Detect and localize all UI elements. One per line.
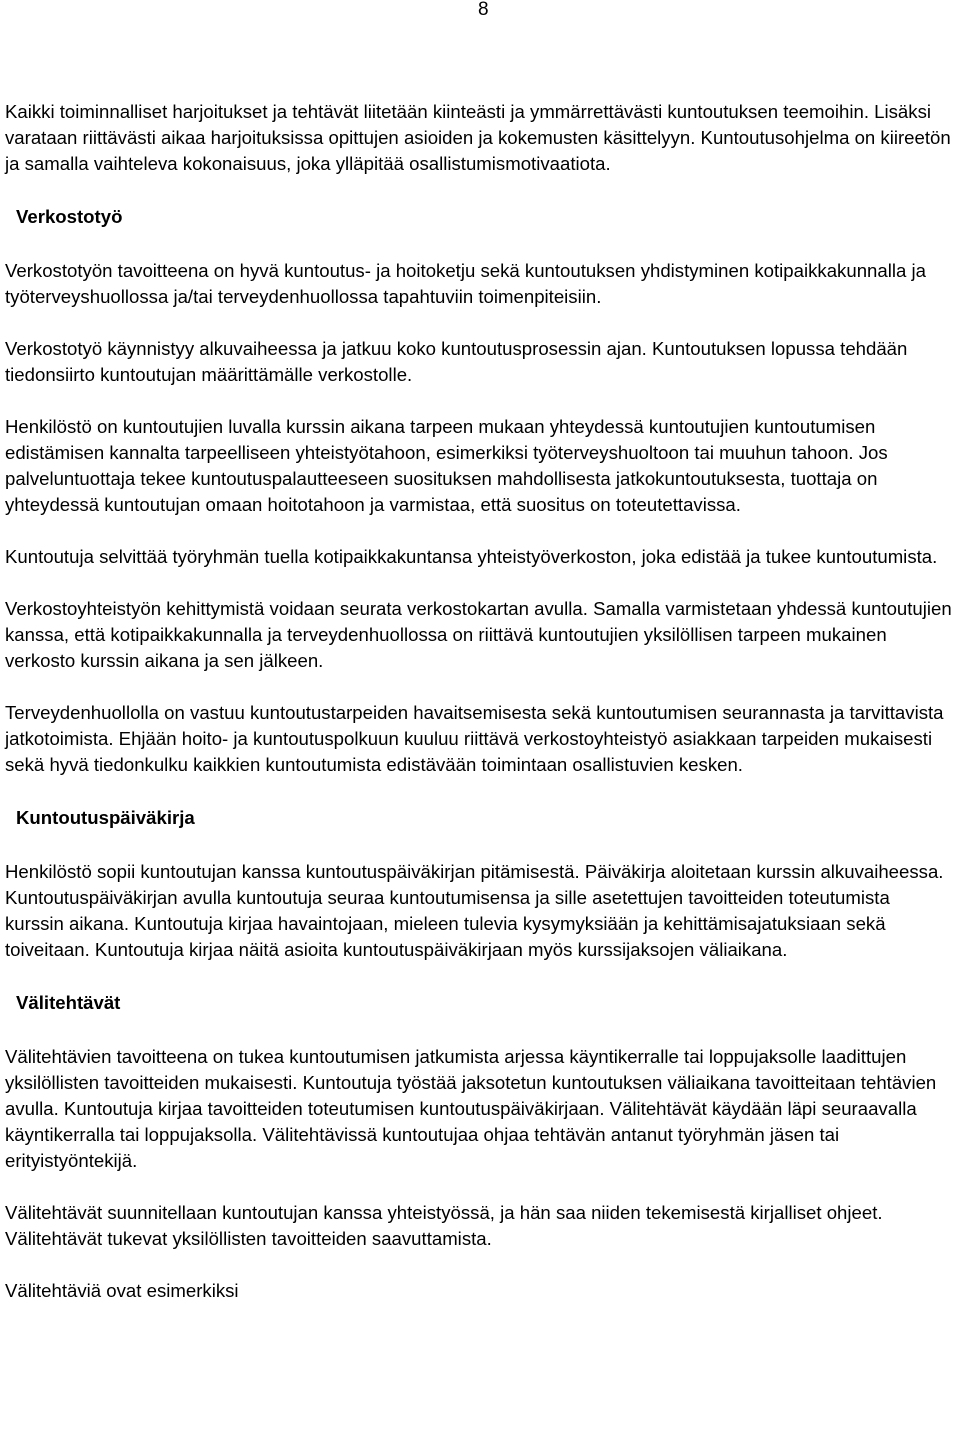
verkostotyo-paragraph-1: Verkostotyön tavoitteena on hyvä kuntoutus- ja hoitoketju sekä kuntoutuksen yhdistyminen kotipaikkakunnalla ja työterveyshuollossa ja/tai terveydenhuollossa tapahtuviin toimenpiteisiin. bbox=[5, 260, 926, 307]
section-heading-verkostotyo: Verkostotyö bbox=[16, 206, 123, 227]
verkostotyo-paragraph-3: Henkilöstö on kuntoutujien luvalla kurssin aikana tarpeen mukaan yhteydessä kuntoutujien kuntoutumisen edistämisen kannalta tarpeelliseen yhteistyötahoon, esimerkiksi työterveyshuoltoon tai muuhun tahoon. Jos palveluntuottaja tekee kuntoutuspalautteeseen suosituksen mahdollisesta jatkokuntoutuksesta, tuottaja on yhteydessä kuntoutujan omaan hoitotahoon ja varmistaa, että suositus on toteutettavissa. bbox=[5, 416, 888, 515]
valitehtavat-paragraph-3: Välitehtäviä ovat esimerkiksi bbox=[5, 1280, 239, 1301]
verkostotyo-paragraph-4: Kuntoutuja selvittää työryhmän tuella kotipaikkakuntansa yhteistyöverkoston, joka edistää ja tukee kuntoutumista. bbox=[5, 546, 938, 567]
verkostotyo-paragraph-6: Terveydenhuollolla on vastuu kuntoutustarpeiden havaitsemisesta sekä kuntoutumisen seurannasta ja tarvittavista jatkotoimista. Ehjään hoito- ja kuntoutuspolkuun kuuluu riittävä verkostoyhteistyö asiakkaan tarpeiden mukaisesti sekä hyvä tiedonkulku kaikkien kuntoutumista edistävään toimintaan osallistuvien kesken. bbox=[5, 702, 944, 775]
section-heading-kuntoutuspaivakirja: Kuntoutuspäiväkirja bbox=[16, 807, 195, 828]
verkostotyo-paragraph-5: Verkostoyhteistyön kehittymistä voidaan seurata verkostokartan avulla. Samalla varmistetaan yhdessä kuntoutujien kanssa, että kotipaikkakunnalla ja terveydenhuollossa on riittävä kuntoutujien yksilöllisen tarpeen mukainen verkosto kurssin aikana ja sen jälkeen. bbox=[5, 598, 952, 671]
valitehtavat-paragraph-2: Välitehtävät suunnitellaan kuntoutujan kanssa yhteistyössä, ja hän saa niiden tekemisestä kirjalliset ohjeet. Välitehtävät tukevat yksilöllisten tavoitteiden saavuttamista. bbox=[5, 1202, 883, 1249]
valitehtavat-paragraph-1: Välitehtävien tavoitteena on tukea kuntoutumisen jatkumista arjessa käyntikerralle tai loppujaksolle laadittujen yksilöllisten tavoitteiden mukaisesti. Kuntoutuja työstää jaksotetun kuntoutuksen väliaikana tavoitteitaan tehtävien avulla. Kuntoutuja kirjaa tavoitteiden toteutumisen kuntoutuspäiväkirjaan. Välitehtävät käydään läpi seuraavalla käyntikerralla tai loppujaksolla. Välitehtävissä kuntoutujaa ohjaa tehtävän antanut työryhmän jäsen tai erityistyöntekijä. bbox=[5, 1046, 937, 1171]
page-number: 8 bbox=[478, 0, 489, 20]
kuntoutuspaivakirja-paragraph-1: Henkilöstö sopii kuntoutujan kanssa kuntoutuspäiväkirjan pitämisestä. Päiväkirja aloitetaan kurssin alkuvaiheessa. Kuntoutuspäiväkirjan avulla kuntoutuja seuraa kuntoutumisensa ja sille asetettujen tavoitteiden toteutumista kurssin aikana. Kuntoutuja kirjaa havaintojaan, mieleen tulevia kysymyksiään ja kehittämisajatuksiaan sekä toiveitaan. Kuntoutuja kirjaa näitä asioita kuntoutuspäiväkirjaan myös kurssijaksojen väliaikana. bbox=[5, 861, 944, 960]
section-heading-valitehtavat: Välitehtävät bbox=[16, 992, 121, 1013]
verkostotyo-paragraph-2: Verkostotyö käynnistyy alkuvaiheessa ja jatkuu koko kuntoutusprosessin ajan. Kuntoutuksen lopussa tehdään tiedonsiirto kuntoutujan määrittämälle verkostolle. bbox=[5, 338, 908, 385]
intro-paragraph: Kaikki toiminnalliset harjoitukset ja tehtävät liitetään kiinteästi ja ymmärrettävästi kuntoutuksen teemoihin. Lisäksi varataan riittävästi aikaa harjoituksissa opittujen asioiden ja kokemusten käsittelyyn. Kuntoutusohjelma on kiireetön ja samalla vaihteleva kokonaisuus, joka ylläpitää osallistumismotivaatiota. bbox=[5, 101, 951, 174]
document-body bbox=[5, 99, 953, 1304]
